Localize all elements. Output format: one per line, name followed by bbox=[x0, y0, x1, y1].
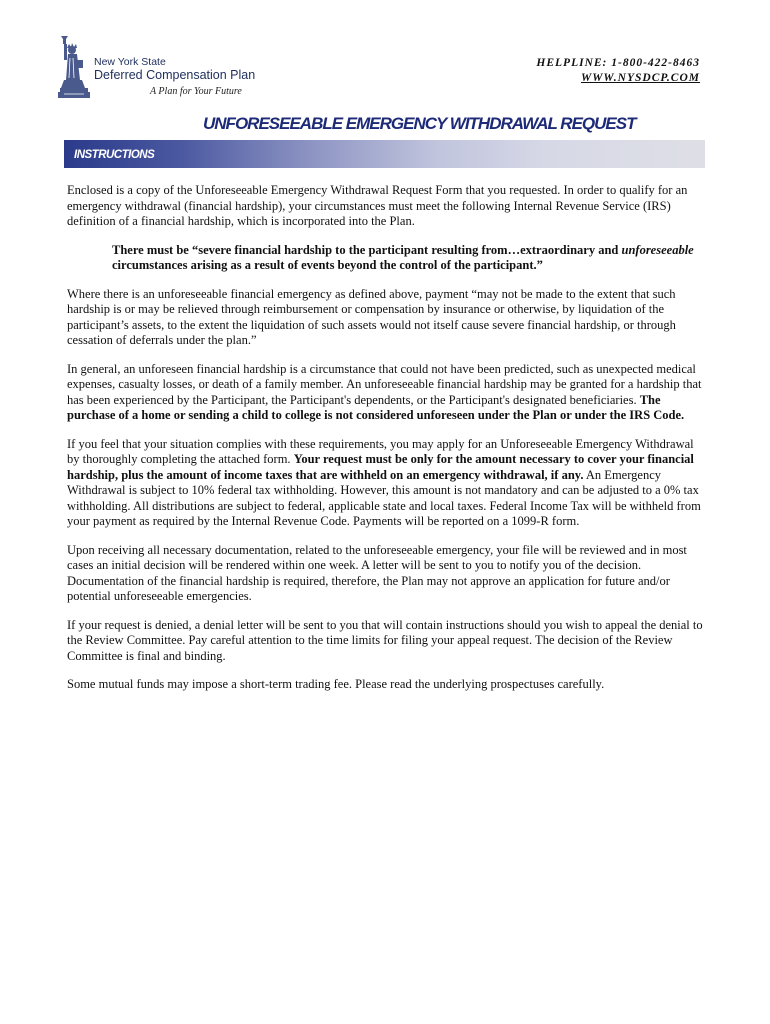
helpline-phone: HELPLINE: 1-800-422-8463 bbox=[536, 57, 700, 69]
paragraph-trading-fee: Some mutual funds may impose a short-term trading fee. Please read the underlying prospectuses carefully. bbox=[67, 677, 605, 691]
tagline: A Plan for Your Future bbox=[150, 86, 242, 97]
paragraph-denial-appeal: If your request is denied, a denial letter will be sent to you that will contain instructions should you wish to appeal the denial to the Review Committee. Pay careful attention to the time limits for filing your appeal request. The decision of the Review Committee is final and binding. bbox=[67, 617, 703, 663]
paragraph-intro: Enclosed is a copy of the Unforeseeable Emergency Withdrawal Request Form that you requested. In order to qualify for an emergency withdrawal (financial hardship), your circumstances must meet the following Internal Revenue Service (IRS) definition of a financial hardship, which is incorporated into the Plan. bbox=[67, 183, 688, 228]
org-name-line1: New York State bbox=[94, 56, 166, 68]
instructions-body bbox=[67, 183, 707, 706]
website-link[interactable]: WWW.NYSDCP.COM bbox=[580, 72, 700, 84]
apply-text-bold: Your request must be only for the amount necessary to cover your financial hardship, plus the amount of income taxes that are withheld on an emergency withdrawal, if any. bbox=[67, 452, 694, 482]
helpline-block bbox=[536, 56, 700, 86]
quote-part-b: unforeseeable bbox=[621, 242, 694, 257]
paragraph-how-to-apply bbox=[67, 437, 707, 530]
statue-of-liberty-icon bbox=[58, 36, 92, 100]
document-title: UNFORESEEABLE EMERGENCY WITHDRAWAL REQUEST bbox=[203, 114, 636, 133]
quote-part-c: circumstances arising as a result of events beyond the control of the participant.” bbox=[112, 258, 543, 272]
paragraph-hardship-text: In general, an unforeseen financial hardship is a circumstance that could not have been predicted, such as unexpected medical expenses, casualty losses, or death of a family member. An unforeseeable financial hardship may be granted for a hardship that has been experienced by the Participant, the Participant's dependents, or the Participant's designated beneficiaries. bbox=[67, 361, 702, 407]
paragraph-review-process: Upon receiving all necessary documentation, related to the unforeseeable emergency, your file will be reviewed and in most cases an initial decision will be rendered within one week. A letter will be sent to you to notify you of the decision. Documentation of the financial hardship is required, therefore, the Plan may not approve an application for future and/or potential unforeseeable emergencies. bbox=[67, 542, 687, 603]
apply-text-c: An Emergency Withdrawal is subject to 10% federal tax withholding. However, this amount is not mandatory and can be adjusted to a 0% tax withholding. All distributions are subject to federal, applicable state and local taxes. Federal Income Tax will be withheld from your payment as required by the Internal Revenue Code. Payments will be reported on a 1099-R form. bbox=[67, 467, 701, 528]
plan-logo bbox=[58, 36, 258, 100]
section-header-band bbox=[64, 140, 705, 168]
apply-text-a: If you feel that your situation complies with these requirements, you may apply for an Unforeseeable Emergency Withdrawal by thoroughly completing the attached form. bbox=[67, 436, 694, 466]
paragraph-payment-limits: Where there is an unforeseeable financial emergency as defined above, payment “may not be made to the extent that such hardship is or may be relieved through reimbursement or compensation by insurance or otherwise, by liquidation of the participant’s assets, to the extent the liquidation of such assets would not itself cause severe financial hardship, or through cessation of deferrals under the plan.” bbox=[67, 286, 676, 347]
org-name-line2: Deferred Compensation Plan bbox=[94, 68, 256, 82]
irs-definition-quote bbox=[112, 243, 707, 274]
paragraph-hardship-bold: The purchase of a home or sending a child to college is not considered unforeseen under the Plan or under the IRS Code. bbox=[67, 392, 685, 422]
quote-part-a: There must be “severe financial hardship to the participant resulting from…extraordinary and bbox=[112, 242, 622, 257]
section-label: INSTRUCTIONS bbox=[74, 149, 155, 161]
paragraph-hardship-definition bbox=[67, 362, 707, 424]
